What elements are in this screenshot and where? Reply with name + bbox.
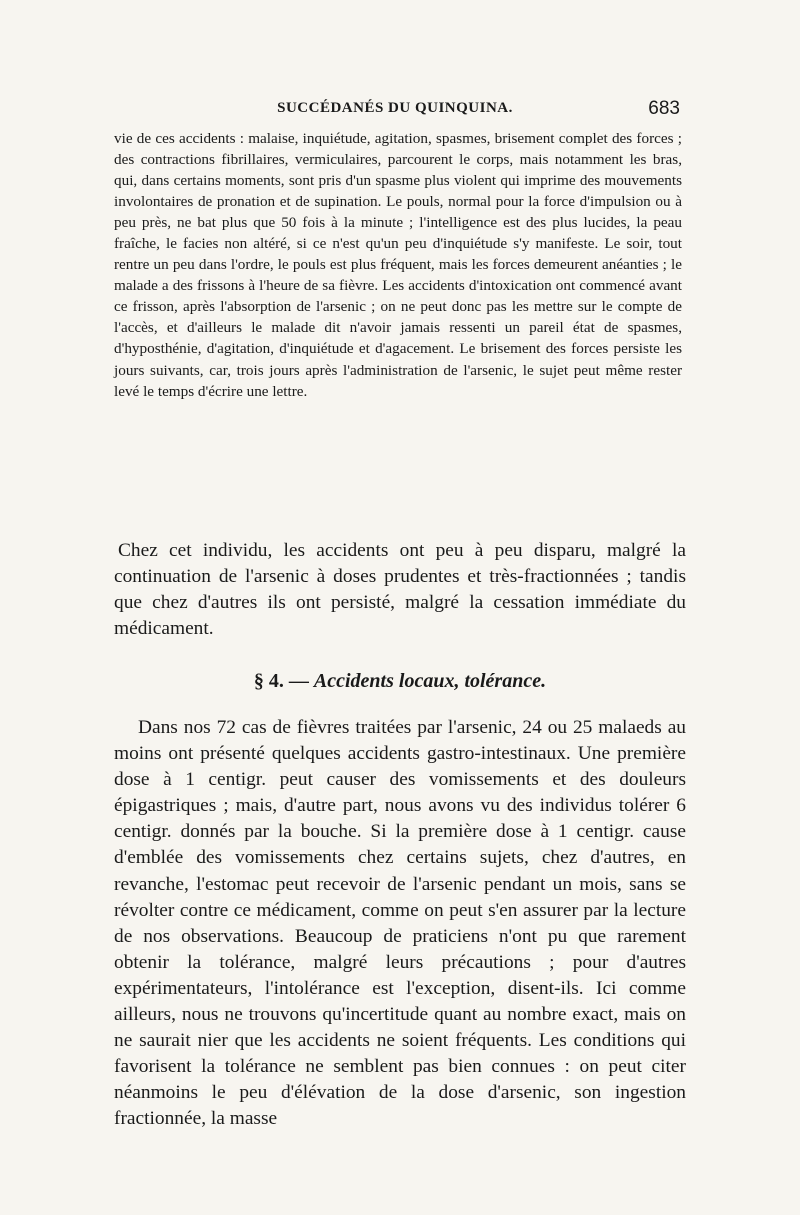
- paragraph-accidents-disappearance: Chez cet individu, les accidents ont peu à peu disparu, malgré la continuation de l'arsenic à doses prudentes et très-fractionnées ; tandis que chez d'autres ils ont persisté, malgré la cessation immédiate du médicament.: [114, 540, 686, 640]
- paragraph-observation-continued: vie de ces accidents : malaise, inquiétude, agitation, spasmes, brisement complet des forces ; des contractions fibrillaires, vermiculaires, parcourent le corps, mais notamment les bras, qui, dans certains moments, sont pris d'un spasme plus violent qui imprime des mouvements involontaires de pronation et de supination. Le pouls, normal pour la force d'impulsion ou à peu près, ne bat plus que 50 fois à la minute ; l'intelligence est des plus lucides, la peau fraîche, le facies non altéré, si ce n'est qu'un peu d'inquiétude s'y manifeste. Le soir, tout rentre un peu dans l'ordre, le pouls est plus fréquent, mais les forces demeurent anéanties ; le malade a des frissons à l'heure de sa fièvre. Les accidents d'intoxication ont commencé avant ce frisson, après l'absorption de l'arsenic ; on ne peut donc pas les mettre sur le compte de l'accès, et d'ailleurs le malade dit n'avoir jamais ressenti un pareil état de spasmes, d'hyposthénie, d'agitation, d'inquiétude et d'agacement. Le brisement des forces persiste les jours suivants, car, trois jours après l'administration de l'arsenic, le sujet peut même rester levé le temps d'écrire une lettre.: [114, 130, 682, 400]
- running-title: SUCCÉDANÉS DU QUINQUINA.: [277, 100, 513, 116]
- section-heading: [114, 670, 686, 693]
- section-number: § 4. —: [253, 670, 309, 692]
- page-number: 683: [648, 98, 680, 119]
- page-header: [110, 100, 680, 124]
- paragraph-local-accidents: Dans nos 72 cas de fièvres traitées par l'arsenic, 24 ou 25 malaeds au moins ont présenté quelques accidents gastro-intestinaux. Une première dose à 1 centigr. peut causer des vomissements et des douleurs épigastriques ; mais, d'autre part, nous avons vu des individus tolérer 6 centigr. donnés par la bouche. Si la première dose à 1 centigr. cause d'emblée des vomissements chez certains sujets, chez d'autres, en revanche, l'estomac peut recevoir de l'arsenic pendant un mois, sans se révolter contre ce médicament, comme on peut s'en assurer par la lecture de nos observations. Beaucoup de praticiens n'ont pu que rarement obtenir la tolérance, malgré leurs précautions ; pour d'autres expérimentateurs, l'intolérance est l'exception, disent-ils. Ici comme ailleurs, nous ne trouvons qu'incertitude quant au nombre exact, mais on ne saurait nier que les accidents ne soient fréquents. Les conditions qui favorisent la tolérance ne semblent pas bien connues : on peut citer néanmoins le peu d'élévation de la dose d'arsenic, son ingestion fractionnée, la masse: [114, 717, 686, 1130]
- section-title: Accidents locaux, tolérance.: [313, 670, 547, 692]
